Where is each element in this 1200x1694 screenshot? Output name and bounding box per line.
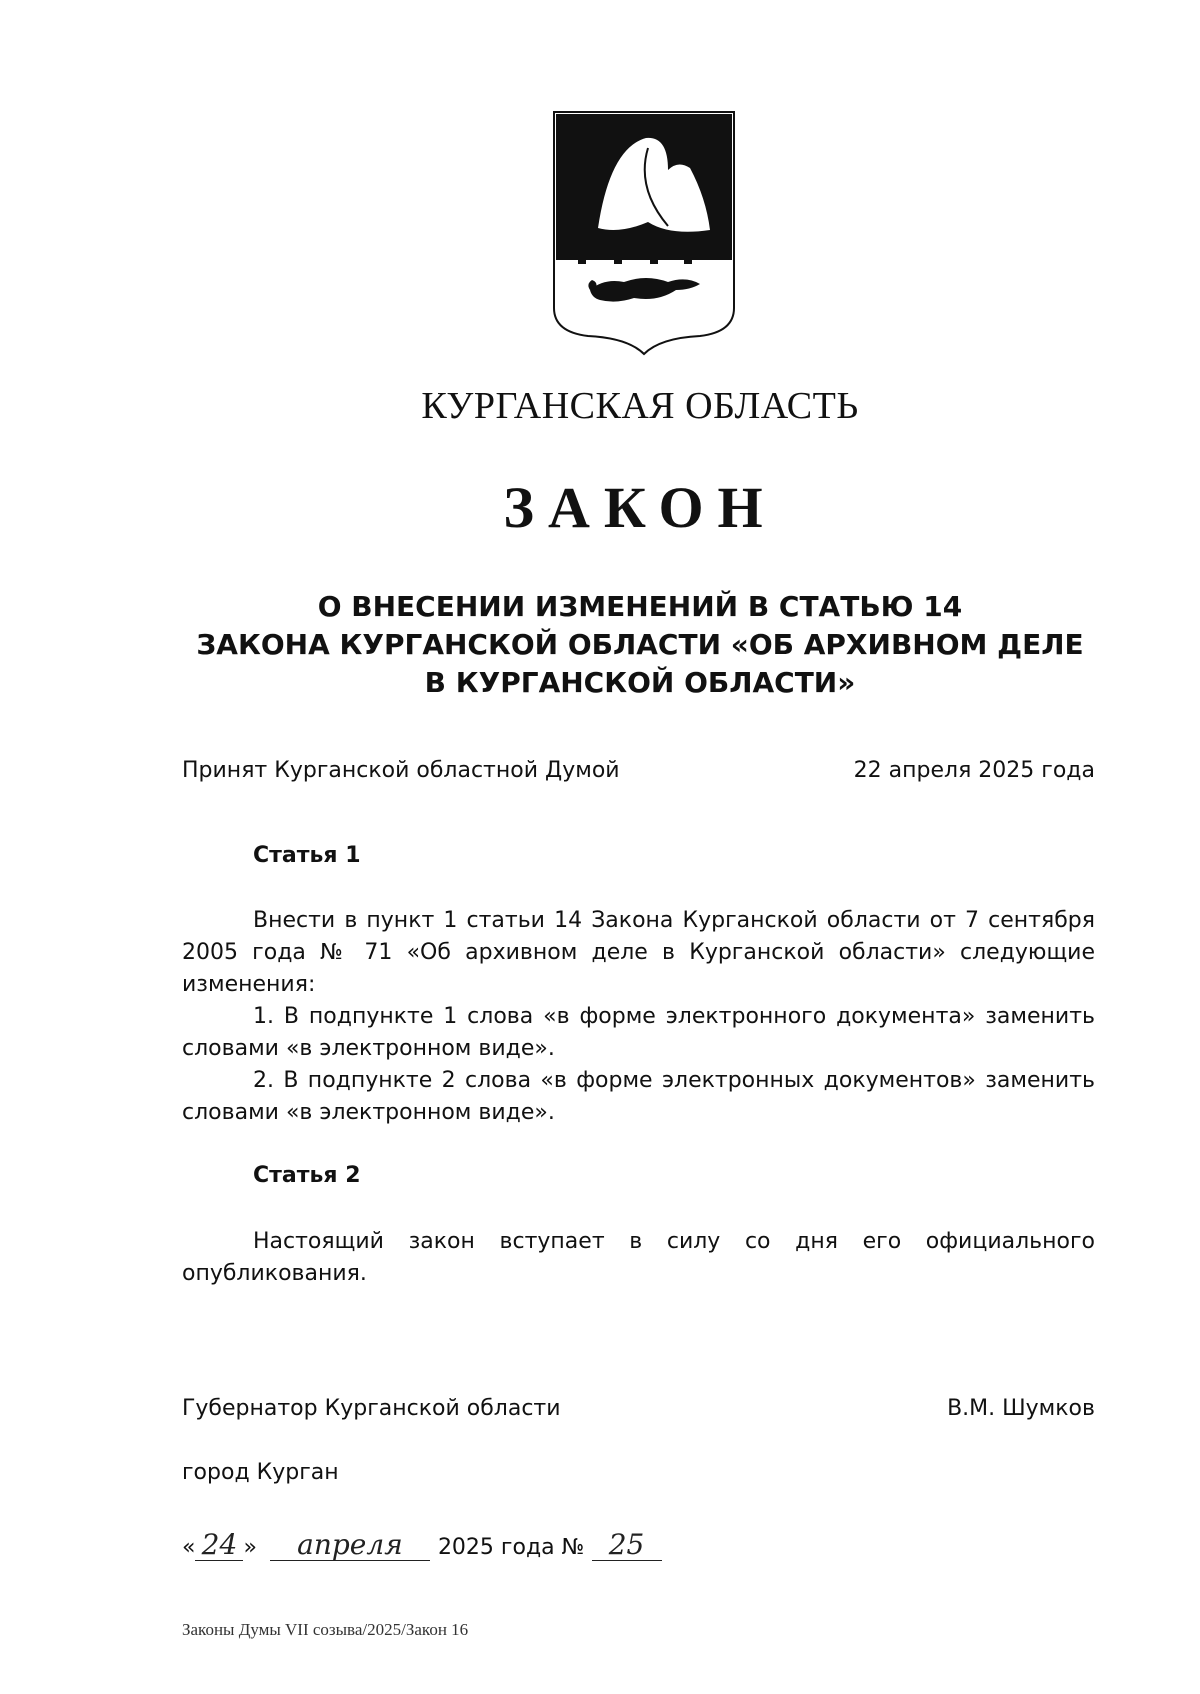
article-2-text: Настоящий закон вступает в силу со дня его официального опубликования. [182,1229,1095,1286]
article-1-item-2: 2. В подпункте 2 слова «в форме электронных документов» заменить словами «в электронном виде». [182,1068,1095,1125]
place-of-signing: город Курган [182,1460,339,1485]
law-title-line: О ВНЕСЕНИИ ИЗМЕНЕНИЙ В СТАТЬЮ 14 [317,590,963,623]
handwritten-day: 24 [195,1530,243,1561]
signatory-name: В.М. Шумков [947,1396,1095,1421]
law-title [0,588,1200,702]
signatory-title: Губернатор Курганской области [182,1396,561,1421]
region-title: КУРГАНСКАЯ ОБЛАСТЬ [421,385,859,427]
article-1-item-1: 1. В подпункте 1 слова «в форме электронного документа» заменить словами «в электронном виде». [182,1004,1095,1061]
handwritten-law-number: 25 [592,1530,662,1561]
handwritten-month: апреля [270,1530,430,1561]
law-title-line: В КУРГАНСКОЙ ОБЛАСТИ» [424,666,856,699]
adoption-date: 22 апреля 2025 года [853,758,1095,783]
open-quote: « [182,1535,196,1560]
article-2-heading: Статья 2 [253,1163,361,1188]
document-type: ЗАКОН [503,475,777,540]
article-1-heading: Статья 1 [253,843,361,868]
signing-date-line [182,1530,662,1561]
year-text: 2025 года № [437,1535,585,1560]
article-1-intro: Внести в пункт 1 статьи 14 Закона Курганской области от 7 сентября 2005 года № 71 «Об архивном деле в Курганской области» следующие изменения: [182,908,1095,997]
footer-reference: Законы Думы VII созыва/2025/Закон 16 [182,1620,469,1639]
coat-of-arms-icon [550,108,738,356]
close-quote: » [243,1535,257,1560]
law-title-line: ЗАКОНА КУРГАНСКОЙ ОБЛАСТИ «ОБ АРХИВНОМ ДЕЛЕ [196,628,1084,661]
adopted-by: Принят Курганской областной Думой [182,758,620,783]
